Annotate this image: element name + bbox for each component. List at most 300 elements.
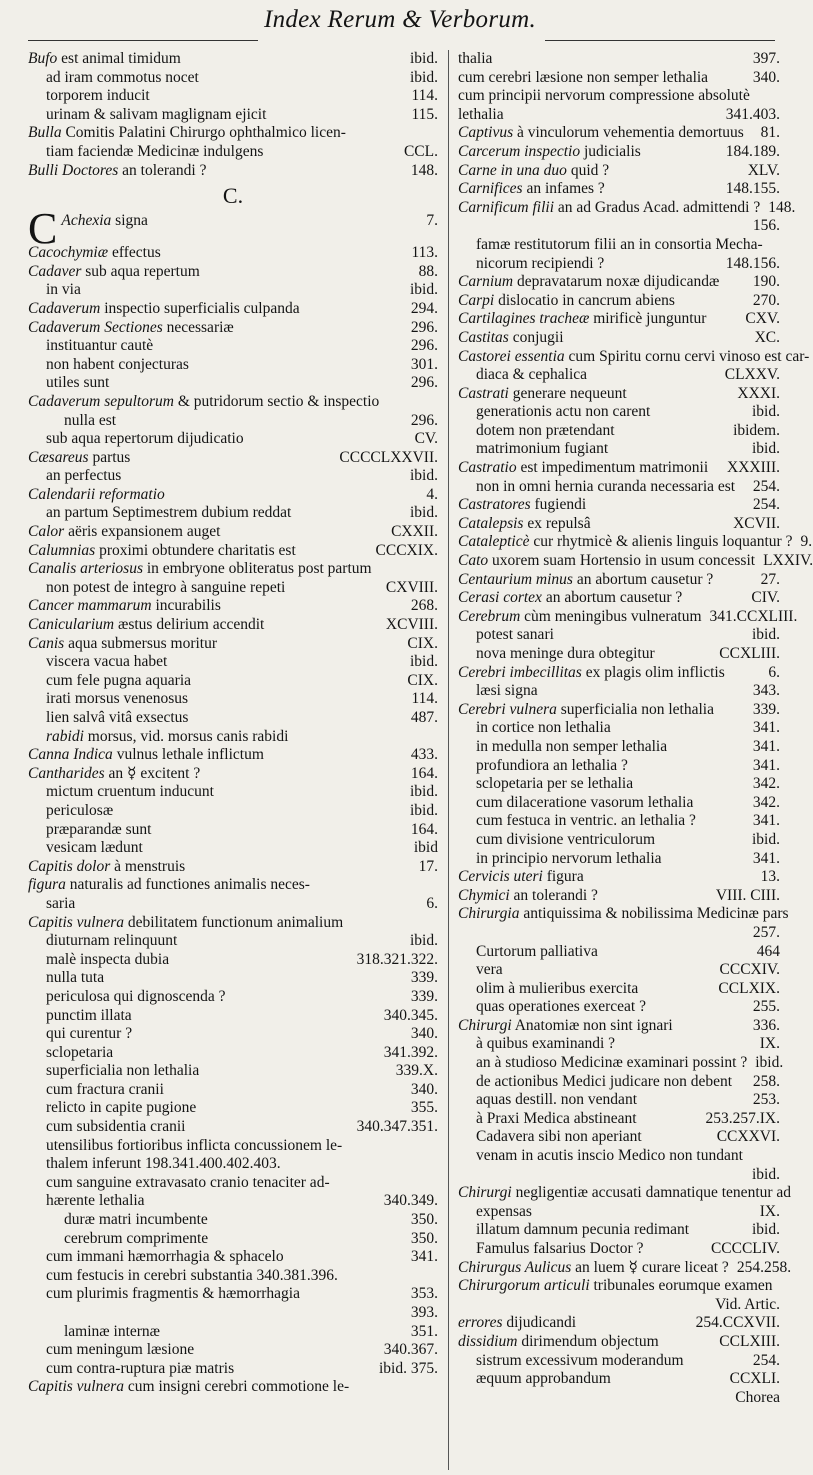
entry-body: cum sanguine extravasato cranio tenaciter ad- [46,1173,330,1191]
index-entry [458,1166,780,1185]
page-reference: 340. [752,68,780,86]
entry-headword: Chirurgia [458,905,520,923]
page-reference: 339. [752,700,780,718]
entry-body: tiam faciendæ Medicinæ indulgens [46,142,264,160]
index-entry [458,905,789,924]
index-entry [458,1389,780,1408]
entry-body: cerebrum comprimente [64,1229,209,1247]
index-entry [28,1267,438,1286]
entry-text [28,1267,430,1286]
index-entry [28,449,438,468]
entry-body: an partum Septimestrem dubium reddat [46,504,292,522]
index-entry [458,1221,780,1240]
entry-text [28,1341,376,1360]
page-reference: ibidem. [733,421,780,439]
entry-text [28,1137,430,1156]
index-entry [28,1230,438,1249]
entry-body: instituantur cautè [46,337,154,355]
entry-body: aëris expansionem auget [64,523,221,541]
page-reference: 253.257.IX. [705,1109,780,1127]
page-reference: 17. [418,857,438,875]
left-column [28,50,438,1397]
index-entry [458,1128,780,1147]
page-reference: VIII. CIII. [715,886,780,904]
page-reference: 254. [752,496,780,514]
page-reference: 148.156. [725,254,780,272]
entry-body: in medulla non semper lethalia [476,737,668,755]
page-reference: 341. [410,1248,438,1266]
entry-text [458,273,745,292]
index-entry [28,1248,438,1267]
entry-body: cum dilaceratione vasorum lethalia [476,793,694,811]
entry-body: cum immani hæmorrhagia & sphacelo [46,1248,284,1266]
entry-text [458,162,740,181]
entry-headword: Cadaverum Sectiones [28,318,163,336]
entry-headword: Catalepticè [458,533,530,551]
entry-text [28,802,402,821]
entry-body: in via [46,281,81,299]
entry-body: nulla tuta [46,969,105,987]
entry-body: laminæ internæ [64,1322,161,1340]
index-entry [28,542,438,561]
index-entry [458,961,780,980]
index-entry [28,1360,438,1379]
index-entry [28,728,438,747]
page-reference: 81. [760,124,780,142]
entry-body: cum festucis in cerebri substantia 340.381.396. [46,1266,338,1284]
entry-body: tribunales eorumque examen [589,1277,773,1295]
index-entry [28,50,438,69]
entry-body: thalem inferunt 198.341.400.402.403. [46,1155,281,1173]
index-entry [28,802,438,821]
index-entry [458,868,780,887]
entry-text [458,571,753,590]
page-reference: 13. [760,868,780,886]
entry-text [28,393,430,412]
entry-text [458,757,745,776]
entry-text [28,560,430,579]
page-reference: CIX. [407,671,438,689]
entry-headword: Carnificum filii [458,198,555,216]
page-reference: 7. [426,212,438,230]
entry-headword: Chirurgus Aulicus [458,1258,572,1276]
index-entry [28,597,438,616]
entry-text [28,858,411,877]
page-reference: XXXIII. [727,459,780,477]
entry-headword: Chirurgorum articuli [458,1277,590,1295]
index-entry [458,198,796,218]
entry-text [458,1128,709,1147]
entry-body: cum Spiritu cornu cervi vinoso est car- [564,347,810,365]
page-reference: ibid. [752,626,780,644]
entry-body: cum subsidentia cranii [46,1118,186,1136]
entry-text [28,1378,430,1397]
entry-body: potest sanari [476,626,554,644]
page-reference: ibid. [752,403,780,421]
entry-text [28,50,402,69]
page-reference: ibid. [410,281,438,299]
entry-text [28,1211,403,1230]
index-entry [458,626,780,645]
index-entry [458,1054,784,1073]
entry-text [458,422,725,441]
page-reference: 254.CCXVII. [695,1314,780,1332]
entry-text [28,821,403,840]
entry-body: morsus, vid. morsus canis rabidi [83,727,289,745]
index-entry [458,124,780,143]
entry-text [458,1091,745,1110]
page-reference: 294. [410,299,438,317]
entry-text [28,1099,403,1118]
entry-headword: Bulli Doctores [28,161,119,179]
entry-text [28,1118,349,1137]
index-entry [28,467,438,486]
entry-body: nulla est [64,411,117,429]
page-reference: 341. [752,812,780,830]
entry-body: negligentiæ accusati damnatique tenentur ad [511,1184,792,1202]
entry-text [28,106,403,125]
entry-headword: Cartilagines tracheæ [458,310,590,328]
entry-text [28,1248,403,1267]
page-reference: 350. [410,1211,438,1229]
index-entry [458,1370,780,1389]
entry-text [458,608,702,627]
entry-text [458,478,745,497]
entry-text [458,1203,752,1222]
entry-body: mirificè junguntur [589,310,707,328]
entry-body: de actionibus Medici judicare non debent [476,1072,733,1090]
page-reference: 336. [752,1016,780,1034]
entry-body: generare nequeunt [508,384,627,402]
page-reference: 114. [411,690,438,708]
entry-text [458,459,719,478]
page-reference: 9. [800,533,813,551]
page-reference: 113. [411,244,438,262]
entry-headword: Cantharides [28,764,105,782]
page-reference: 318.321.322. [356,950,438,968]
entry-text [458,1333,711,1352]
index-entry [458,887,780,906]
entry-text [28,69,402,88]
entry-headword: Cerasi cortex [458,589,542,607]
entry-body: à menstruis [110,857,186,875]
entry-body: nicorum recipiendi ? [476,254,605,272]
entry-text [28,300,403,319]
page-reference: 341.CCXLIII. [709,607,798,625]
index-entry [458,980,780,999]
entry-body: & putridorum sectio & inspectio [173,392,380,410]
index-entry [28,914,438,933]
index-entry [458,1184,792,1203]
entry-headword: Calor [28,523,65,541]
page-reference: XC. [754,328,780,346]
entry-text [458,1184,791,1203]
entry-body: quas operationes exerceat ? [476,998,646,1016]
index-entry [458,1203,780,1222]
page-reference: 397. [752,50,780,67]
entry-body: cum plurimis fragmentis & hæmorrhagia [46,1285,300,1303]
entry-body: quid ? [566,161,610,179]
entry-text [458,589,743,608]
index-entry [28,337,438,356]
entry-text [28,1192,376,1211]
entry-body: cùm meningibus vulneratum [520,607,702,625]
index-entry [458,422,780,441]
entry-text [458,1314,688,1333]
entry-text [28,1323,403,1342]
page-reference: 350. [410,1229,438,1247]
page-reference: 296. [410,374,438,392]
entry-body: qui curentur ? [46,1025,133,1043]
page-reference: 351. [410,1322,438,1340]
index-entry [28,1118,438,1137]
entry-body: non in omni hernia curanda necessaria est [476,477,736,495]
page-reference: 257. [752,923,780,941]
index-entry [28,374,438,393]
entry-body: an tolerandi ? [118,161,207,179]
page-reference: 341.392. [383,1043,438,1061]
index-entry [28,672,438,691]
entry-body: Famulus falsarius Doctor ? [476,1240,644,1257]
entry-text [28,319,403,338]
entry-text [28,1062,388,1081]
entry-body: ad iram commotus nocet [46,68,199,86]
entry-body: matrimonium fugiant [476,440,609,458]
entry-body: an perfectus [46,467,122,485]
index-entry [458,1277,780,1296]
entry-body: à quibus examinandi ? [476,1035,616,1053]
column-divider [448,50,449,1470]
index-entry [28,969,438,988]
entry-headword: Castitas [458,328,509,346]
entry-text [458,1352,745,1371]
entry-headword: Castrati [458,384,509,402]
entry-headword: Catalepsis [458,514,524,532]
index-entry [28,988,438,1007]
index-entry [458,738,780,757]
index-entry [458,217,780,236]
page-reference: 156. [752,217,780,235]
index-entry [458,589,780,608]
page-reference: ibid. [410,932,438,950]
entry-text [458,50,745,69]
index-entry [458,180,780,199]
entry-text [458,366,717,385]
page-reference: ibid. [410,68,438,86]
entry-text [28,1025,403,1044]
entry-headword: Carnifices [458,180,523,198]
entry-text [458,124,753,143]
entry-text [28,337,403,356]
entry-text [458,236,772,255]
entry-headword: Canis [28,634,65,652]
entry-body: punctim illata [46,1006,132,1024]
page-reference: ibid. [410,653,438,671]
entry-body: cum meningum læsione [46,1341,195,1359]
index-entry [458,794,780,813]
entry-text [28,1230,403,1249]
entry-text [28,374,403,393]
entry-body: irati morsus venenosus [46,690,189,708]
entry-headword: Calendarii reformatio [28,485,165,503]
section-letter: C. [222,183,244,209]
entry-text [28,616,378,635]
entry-text [28,87,403,106]
index-entry [28,1044,438,1063]
entry-headword: Cadaverum [28,299,101,317]
entry-text [458,1147,772,1166]
entry-text [458,533,792,552]
index-entry [28,504,438,523]
entry-body: partus [88,448,131,466]
page-reference: 164. [410,820,438,838]
page-reference: CIX. [407,634,438,652]
index-entry [458,533,813,552]
entry-body: profundiora an lethalia ? [476,756,628,774]
page-reference: ibid. 375. [379,1359,438,1377]
index-entry [458,366,780,385]
entry-text [458,496,745,515]
entry-text [458,626,744,645]
entry-body: malè inspecta dubia [46,950,170,968]
entry-text [458,794,745,813]
index-entry [458,236,780,255]
page-reference: 341. [752,756,780,774]
page-reference: 148.155. [725,180,780,198]
entry-text [28,1007,376,1026]
page-reference: 6. [426,894,438,912]
entry-text [458,385,729,404]
entry-headword: Achexia [61,212,112,230]
entry-body: saria [46,894,76,912]
page-reference: 340.349. [383,1192,438,1210]
entry-body: aqua submersus moritur [64,634,218,652]
entry-body: fugiendi [530,496,587,514]
entry-body: thalia [458,50,493,67]
page-reference: 343. [752,682,780,700]
entry-body: hærente lethalia [46,1192,145,1210]
entry-text [28,143,396,162]
index-entry [28,1378,438,1397]
entry-headword: Calumnias [28,541,96,559]
entry-body: superficialia non lethalia [556,700,714,718]
entry-body: uxorem suam Hortensio in usum concessit [488,552,756,570]
entry-headword: Bulla [28,124,62,142]
page-reference: CCCCLXXVII. [339,448,438,466]
entry-body: mictum cruentum inducunt [46,783,214,801]
page-reference: CV. [414,430,438,448]
entry-body: conjugii [508,328,564,346]
entry-body: cum divisione ventriculorum [476,830,656,848]
index-entry [458,998,780,1017]
index-entry [28,746,438,765]
index-entry [28,635,438,654]
entry-body: æstus delirium accendit [114,616,265,634]
entry-body: præparandæ sunt [46,820,152,838]
entry-body: venam in acutis inscio Medico non tundant [476,1147,743,1165]
entry-text [458,1054,747,1073]
entry-body: proximi obtundere charitatis est [95,541,296,559]
entry-text [458,180,718,199]
entry-text [28,969,403,988]
entry-text [458,255,718,274]
index-entry [458,385,780,404]
entry-body: cum principii nervorum compressione absolutè [458,87,750,105]
entry-text [28,672,399,691]
page-reference: Chorea [735,1388,780,1406]
index-entry [28,87,438,106]
entry-body: diuturnam relinquunt [46,932,178,950]
header-rule-right [545,40,775,41]
entry-body: judicialis [580,142,641,160]
index-entry [28,263,438,282]
index-entry [458,162,780,181]
entry-headword: Canalis arteriosus [28,560,143,578]
entry-headword: Cerebri imbecillitas [458,663,582,681]
entry-headword: Cæsareus [28,448,89,466]
entry-headword: Cacochymiæ [28,244,109,262]
entry-text [458,1035,752,1054]
entry-text [458,1277,773,1296]
page-reference: CCXLI. [729,1370,780,1388]
index-entry [28,690,438,709]
entry-text [458,719,745,738]
index-entry [458,1035,780,1054]
entry-body: an ad Gradus Acad. admittendi ? [554,198,761,216]
page-reference: 253. [752,1091,780,1109]
page-reference: 184.189. [725,142,780,160]
entry-text [28,876,430,895]
index-entry [458,459,780,478]
index-entry [458,719,780,738]
entry-text [28,523,383,542]
index-entry [458,757,780,776]
entry-text [28,1285,403,1304]
entry-body: an tolerandi ? [509,886,598,904]
entry-body: an luem ☿ curare liceat ? [571,1258,729,1276]
entry-text [28,467,402,486]
drop-cap: C [28,204,58,254]
entry-body: an à studioso Medicinæ examinari possint ? [476,1054,748,1072]
index-entry [28,1081,438,1100]
page-reference: 342. [752,793,780,811]
entry-headword: Carcerum inspectio [458,142,581,160]
entry-text [28,709,403,728]
page-reference: CCCXIV. [719,961,780,979]
page-reference: XXXI. [737,384,780,402]
right-column [458,50,813,1407]
entry-body: cur rhytmicè & alienis linguis loquantur ? [529,533,793,551]
page-reference: 340. [410,1025,438,1043]
index-entry [28,1007,438,1026]
page-reference: 6. [768,663,780,681]
page-reference: CCCCLIV. [710,1240,780,1257]
index-entry [28,895,438,914]
entry-text [458,106,718,125]
page-reference: 355. [410,1099,438,1117]
page-reference: ibid. [410,467,438,485]
entry-text [28,932,402,951]
index-entry [458,292,780,311]
page-reference: XCVIII. [385,616,438,634]
page-reference: Vid. Artic. [715,1295,780,1313]
entry-text [458,664,760,683]
index-entry [458,496,780,515]
page-reference: 296. [410,318,438,336]
entry-text [458,440,744,459]
page-reference: 339. [410,987,438,1005]
entry-body: diaca & cephalica [476,366,588,384]
